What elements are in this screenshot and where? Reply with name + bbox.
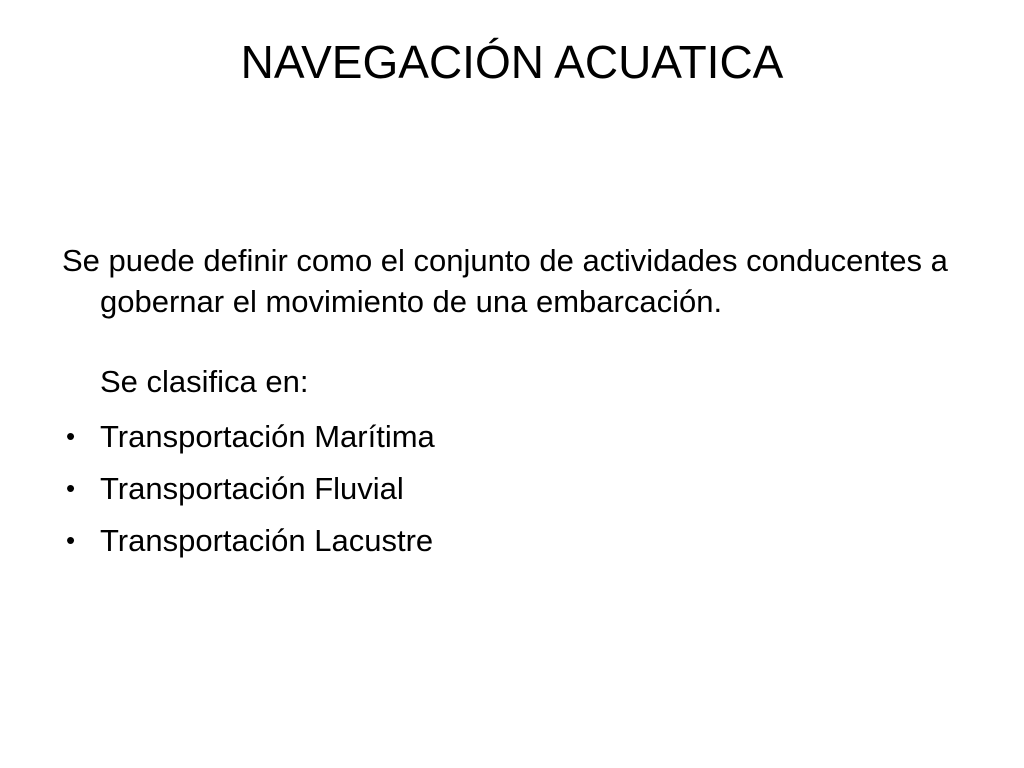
list-item-label: Transportación Lacustre <box>100 523 434 558</box>
bullet-icon: • <box>66 421 76 451</box>
list-item <box>62 468 962 509</box>
slide-content <box>62 240 962 572</box>
list-item-label: Transportación Fluvial <box>100 471 404 506</box>
list-item <box>62 416 962 457</box>
definition-text: Se puede definir como el conjunto de actividades conducentes a gobernar el movimiento de una embarcación. <box>62 243 948 319</box>
slide-title: NAVEGACIÓN ACUATICA <box>240 36 784 88</box>
spacer <box>62 322 962 361</box>
classification-intro: Se clasifica en: <box>100 364 309 399</box>
bullet-icon: • <box>66 473 76 503</box>
classification-list <box>62 416 962 561</box>
list-item-label: Transportación Marítima <box>100 419 435 454</box>
list-item <box>62 520 962 561</box>
bullet-icon: • <box>66 525 76 555</box>
